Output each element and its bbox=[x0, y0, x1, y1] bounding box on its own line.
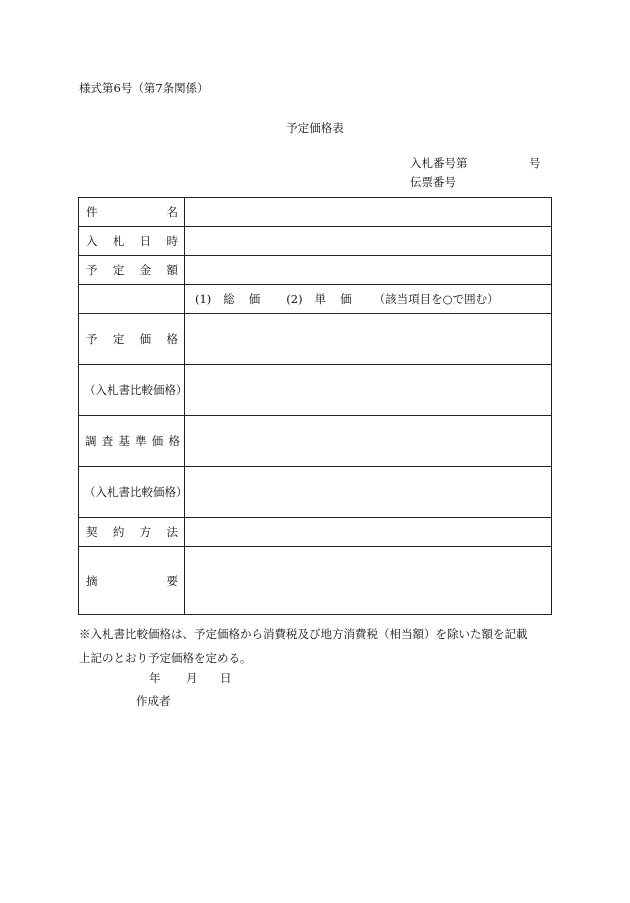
page-title: 予定価格表 bbox=[286, 121, 344, 135]
date-year-label: 年 bbox=[149, 671, 161, 685]
label-char: 金 bbox=[139, 263, 152, 277]
label-price-type bbox=[79, 285, 185, 314]
label-item-name bbox=[79, 198, 185, 227]
label-char: 予 bbox=[86, 332, 98, 346]
label-char: 格 bbox=[166, 332, 178, 346]
row-planned-price bbox=[79, 314, 552, 365]
value-comparison-price-2[interactable] bbox=[185, 467, 552, 518]
row-comparison-price-2 bbox=[79, 467, 552, 518]
label-char: 摘 bbox=[86, 573, 98, 588]
label-contract-method bbox=[79, 518, 185, 547]
label-text: （入札書比較価格） bbox=[84, 485, 188, 499]
value-comparison-price-1[interactable] bbox=[185, 365, 552, 416]
label-char: 額 bbox=[166, 263, 178, 277]
label-char: 日 bbox=[139, 234, 152, 248]
label-comparison-price-1 bbox=[79, 365, 188, 416]
value-planned-amount[interactable] bbox=[185, 256, 552, 285]
option-unit-price[interactable] bbox=[315, 291, 352, 307]
label-char: 定 bbox=[112, 263, 125, 277]
label-planned-price bbox=[79, 314, 185, 365]
price-type-instruction: （該当項目を○で囲む） bbox=[373, 292, 499, 306]
label-char: 価 bbox=[340, 292, 352, 306]
option-2-number: (2) bbox=[286, 292, 303, 306]
value-bid-datetime[interactable] bbox=[185, 227, 552, 256]
author-label: 作成者 bbox=[136, 694, 171, 708]
label-char: 札 bbox=[112, 234, 125, 248]
label-text: （入札書比較価格） bbox=[84, 383, 188, 397]
option-total-price[interactable] bbox=[223, 291, 260, 307]
label-char: 価 bbox=[151, 434, 164, 448]
label-char: 基 bbox=[118, 434, 130, 448]
label-char: 調 bbox=[85, 434, 97, 448]
label-char: 時 bbox=[166, 234, 178, 248]
footnote: ※入札書比較価格は、予定価格から消費税及び地方消費税（相当額）を除いた額を記載 bbox=[79, 627, 528, 641]
label-planned-amount bbox=[79, 256, 185, 285]
label-char: 価 bbox=[139, 332, 152, 346]
row-bid-datetime bbox=[79, 227, 552, 256]
date-day-label: 日 bbox=[220, 671, 232, 685]
label-char: 総 bbox=[223, 292, 235, 306]
row-price-type bbox=[79, 285, 552, 314]
value-planned-price[interactable] bbox=[185, 314, 552, 365]
label-char: 入 bbox=[86, 234, 98, 248]
bid-number-suffix: 号 bbox=[529, 156, 541, 170]
row-contract-method bbox=[79, 518, 552, 547]
value-price-type bbox=[185, 285, 552, 314]
label-survey-base-price bbox=[79, 416, 185, 467]
label-char: 名 bbox=[166, 205, 178, 219]
price-table bbox=[78, 197, 552, 615]
value-survey-base-price[interactable] bbox=[185, 416, 552, 467]
label-char: 件 bbox=[86, 205, 98, 219]
row-summary bbox=[79, 547, 552, 615]
label-char: 要 bbox=[166, 573, 178, 588]
form-number: 様式第6号（第7条関係） bbox=[79, 81, 209, 95]
value-item-name[interactable] bbox=[185, 198, 552, 227]
label-char: 準 bbox=[135, 434, 147, 448]
option-1-number: (1) bbox=[195, 292, 212, 306]
label-bid-datetime bbox=[79, 227, 185, 256]
label-char: 格 bbox=[168, 434, 180, 448]
label-char: 査 bbox=[101, 434, 114, 448]
bid-number-label: 入札番号第 bbox=[410, 156, 468, 170]
row-item-name bbox=[79, 198, 552, 227]
slip-number-label: 伝票番号 bbox=[410, 175, 456, 189]
label-char: 単 bbox=[314, 292, 327, 306]
label-comparison-price-2 bbox=[79, 467, 188, 518]
label-char: 予 bbox=[86, 263, 98, 277]
value-summary[interactable] bbox=[185, 547, 552, 615]
value-contract-method[interactable] bbox=[185, 518, 552, 547]
decision-statement: 上記のとおり予定価格を定める。 bbox=[79, 651, 252, 665]
label-summary bbox=[79, 547, 185, 615]
row-planned-amount bbox=[79, 256, 552, 285]
row-comparison-price-1 bbox=[79, 365, 552, 416]
row-survey-base-price bbox=[79, 416, 552, 467]
date-month-label: 月 bbox=[186, 671, 198, 685]
label-char: 価 bbox=[248, 292, 261, 306]
label-char: 約 bbox=[112, 525, 125, 539]
label-char: 定 bbox=[112, 332, 125, 346]
label-char: 方 bbox=[139, 525, 152, 539]
label-char: 契 bbox=[86, 525, 98, 539]
label-char: 法 bbox=[166, 525, 178, 539]
